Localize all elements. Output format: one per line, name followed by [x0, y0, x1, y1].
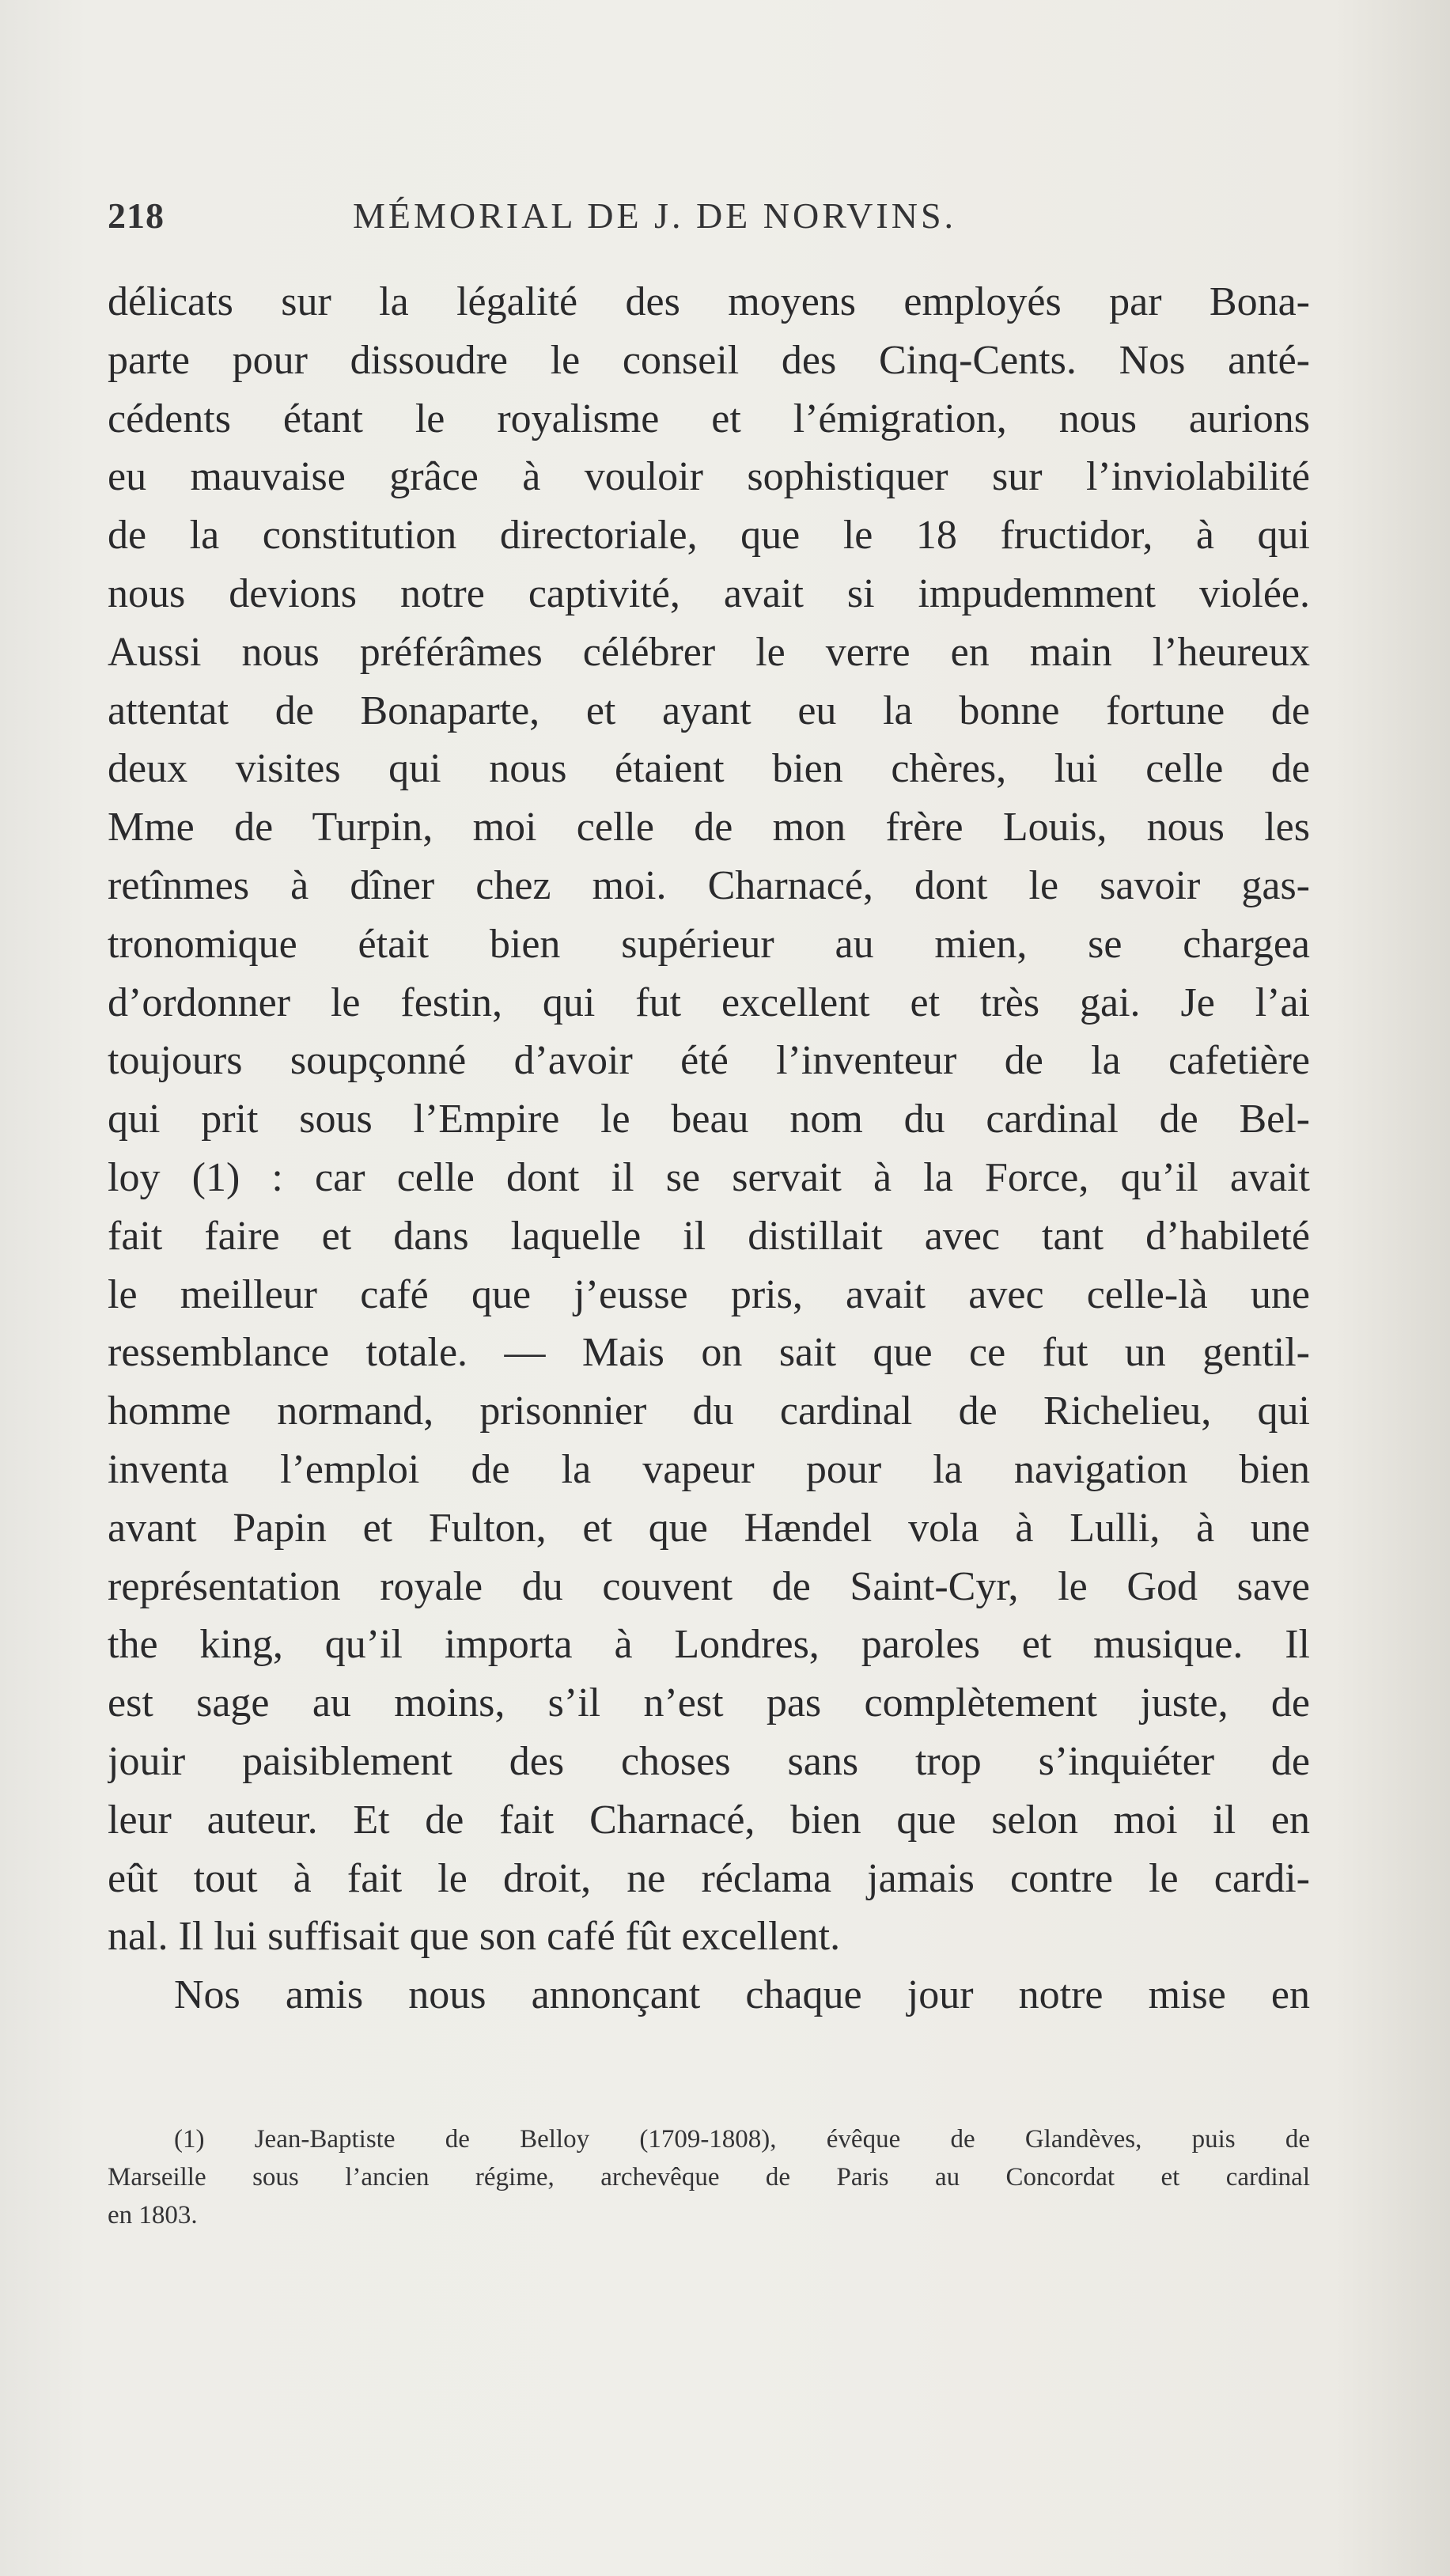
text-line: de la constitution directoriale, que le 18 fructidor, à qui [108, 513, 1310, 559]
text-line: retînmes à dîner chez moi. Charnacé, dont le savoir gas- [108, 862, 1310, 908]
text-line: loy (1) : car celle dont il se servait à la Force, qu’il avait [108, 1154, 1310, 1200]
text-line: leur auteur. Et de fait Charnacé, bien que selon moi il en [108, 1797, 1310, 1843]
text-line: cédents étant le royalisme et l’émigration, nous aurions [108, 396, 1310, 441]
text-line: jouir paisiblement des choses sans trop s’inquiéter de [108, 1738, 1310, 1784]
running-title: MÉMORIAL DE J. DE NORVINS. [353, 195, 957, 236]
text-line: homme normand, prisonnier du cardinal de Richelieu, qui [108, 1388, 1310, 1434]
text-line: toujours soupçonné d’avoir été l’inventeur de la cafetière [108, 1038, 1310, 1084]
footnote-line: (1) Jean-Baptiste de Belloy (1709-1808), évêque de Glandèves, puis de [174, 2125, 1310, 2154]
paragraph-start-line: Nos amis nous annonçant chaque jour notre mise en [174, 1972, 1310, 2018]
text-line: deux visites qui nous étaient bien chères, lui celle de [108, 746, 1310, 792]
text-line: tronomique était bien supérieur au mien, se chargea [108, 921, 1310, 967]
text-line: nous devions notre captivité, avait si impudemment violée. [108, 570, 1310, 616]
text-line: parte pour dissoudre le conseil des Cinq-Cents. Nos anté- [108, 337, 1310, 383]
body-text [108, 273, 1310, 2025]
text-line: attentat de Bonaparte, et ayant eu la bonne fortune de [108, 688, 1310, 733]
text-line: eût tout à fait le droit, ne réclama jamais contre le cardi- [108, 1855, 1310, 1901]
text-line: d’ordonner le festin, qui fut excellent et très gai. Je l’ai [108, 979, 1310, 1025]
text-line: avant Papin et Fulton, et que Hændel vola à Lulli, à une [108, 1505, 1310, 1551]
footnote-line: en 1803. [108, 2201, 198, 2229]
footnote [108, 2120, 1310, 2234]
text-line: qui prit sous l’Empire le beau nom du cardinal de Bel- [108, 1097, 1310, 1142]
text-line: fait faire et dans laquelle il distillait avec tant d’habileté [108, 1213, 1310, 1259]
text-line: représentation royale du couvent de Saint-Cyr, le God save [108, 1563, 1310, 1609]
text-line: eu mauvaise grâce à vouloir sophistiquer sur l’inviolabilité [108, 454, 1310, 500]
text-line: Aussi nous préférâmes célébrer le verre en main l’heureux [108, 629, 1310, 675]
text-line: délicats sur la légalité des moyens employés par Bona- [108, 279, 1310, 324]
footnote-line: Marseille sous l’ancien régime, archevêque de Paris au Concordat et cardinal [108, 2163, 1310, 2191]
running-header [108, 188, 1310, 244]
text-line: inventa l’emploi de la vapeur pour la navigation bien [108, 1446, 1310, 1492]
text-line: Mme de Turpin, moi celle de mon frère Louis, nous les [108, 805, 1310, 850]
page-number: 218 [108, 195, 165, 236]
text-line: est sage au moins, s’il n’est pas complètement juste, de [108, 1680, 1310, 1726]
text-line: le meilleur café que j’eusse pris, avait avec celle-là une [108, 1271, 1310, 1317]
text-line: the king, qu’il importa à Londres, paroles et musique. Il [108, 1622, 1310, 1668]
paragraph-end-line: nal. Il lui suffisait que son café fût excellent. [108, 1914, 841, 1960]
text-line: ressemblance totale. — Mais on sait que ce fut un gentil- [108, 1330, 1310, 1376]
